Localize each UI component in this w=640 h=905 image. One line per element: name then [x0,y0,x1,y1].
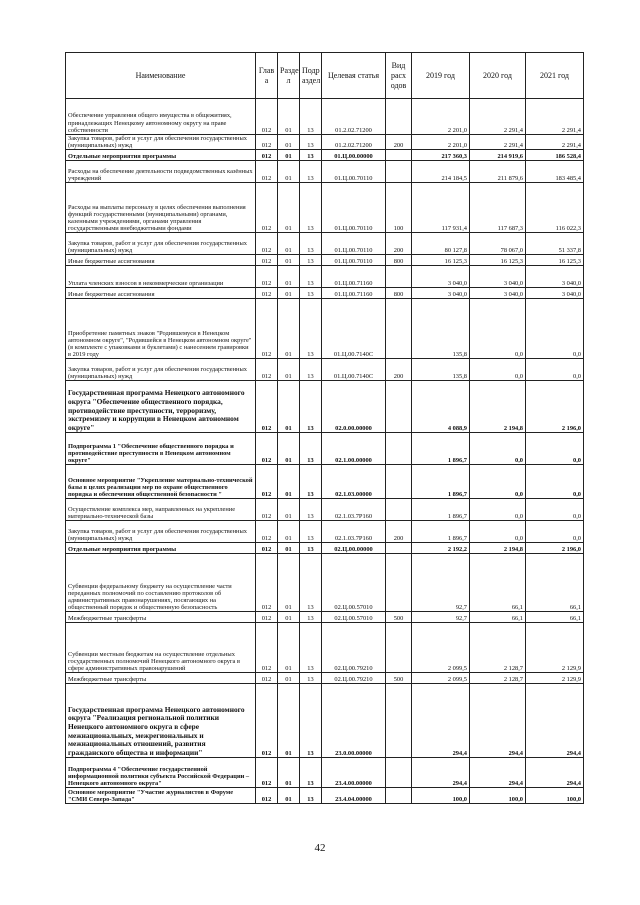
row-2020: 117 687,3 [470,183,526,233]
row-razdel: 01 [278,623,300,673]
row-name: Государственная программа Ненецкого автономного округа "Обеспечение общественного порядка, противодействие преступности, терроризму, экстремизму и коррупции в Ненецком автономном округе" [66,381,256,433]
row-glava: 012 [256,684,278,758]
table-row [66,612,584,623]
row-razdel: 01 [278,465,300,499]
row-target-article: 23.4.04.00000 [322,788,386,804]
row-target-article: 02.Ц.00.79210 [322,623,386,673]
row-2021: 116 022,3 [526,183,584,233]
row-target-article: 02.Ц.00.57010 [322,554,386,612]
row-2020: 66,1 [470,612,526,623]
row-2019: 100,0 [412,788,470,804]
row-podrazdel: 13 [300,554,322,612]
row-2020: 2 128,7 [470,623,526,673]
header-target-article: Целевая статья [322,53,386,99]
row-razdel: 01 [278,543,300,554]
table-row [66,161,584,183]
table-row [66,543,584,554]
row-expense-type: 100 [386,183,412,233]
row-name: Осуществление комплекса мер, направленных на укрепление материально-технической базы [66,499,256,521]
row-podrazdel: 13 [300,788,322,804]
row-razdel: 01 [278,758,300,788]
row-podrazdel: 13 [300,623,322,673]
row-glava: 012 [256,381,278,433]
row-podrazdel: 13 [300,684,322,758]
budget-table-container [65,52,583,804]
row-2019: 1 896,7 [412,521,470,543]
row-target-article: 01.Ц.00.7140С [322,359,386,381]
row-target-article: 01.Ц.00.7140С [322,299,386,359]
table-row [66,288,584,299]
row-glava: 012 [256,612,278,623]
row-2021: 294,4 [526,684,584,758]
row-name: Расходы на выплаты персоналу в целях обеспечения выполнения функций государственными (муниципальными) органами, казенными учреждениями, органами управления государственными внебюджетными фондами [66,183,256,233]
table-row [66,233,584,255]
row-2021: 0,0 [526,359,584,381]
header-glava: Глав а [256,53,278,99]
table-row [66,183,584,233]
row-name: Основное мероприятие "Участие журналистов в Форуме "СМИ Северо-Запада" [66,788,256,804]
row-2020: 2 194,8 [470,543,526,554]
row-razdel: 01 [278,554,300,612]
row-2019: 92,7 [412,554,470,612]
table-row [66,465,584,499]
row-2019: 3 040,0 [412,266,470,288]
row-2019: 214 184,5 [412,161,470,183]
row-expense-type [386,788,412,804]
row-glava: 012 [256,99,278,135]
header-name: Наименование [66,53,256,99]
row-podrazdel: 13 [300,150,322,161]
row-name: Подпрограмма 4 "Обеспечение государственной информационной политики субъекта Российской Федерации – Ненецкого автономного округа" [66,758,256,788]
budget-table [65,52,584,804]
row-name: Закупка товаров, работ и услуг для обеспечения государственных (муниципальных) нужд [66,135,256,150]
row-expense-type [386,381,412,433]
row-expense-type [386,465,412,499]
row-2020: 2 291,4 [470,99,526,135]
row-expense-type: 200 [386,135,412,150]
row-expense-type [386,161,412,183]
row-name: Уплата членских взносов в некоммерческие организации [66,266,256,288]
row-2021: 3 040,0 [526,266,584,288]
row-2020: 66,1 [470,554,526,612]
row-2021: 3 040,0 [526,288,584,299]
row-2020: 2 128,7 [470,673,526,684]
row-target-article: 01.Ц.00.71160 [322,266,386,288]
row-podrazdel: 13 [300,135,322,150]
row-expense-type: 800 [386,288,412,299]
row-2019: 2 201,0 [412,99,470,135]
row-2021: 51 337,8 [526,233,584,255]
row-target-article: 02.Ц.00.00000 [322,543,386,554]
row-razdel: 01 [278,233,300,255]
row-2019: 3 040,0 [412,288,470,299]
row-2021: 2 129,9 [526,673,584,684]
row-razdel: 01 [278,288,300,299]
row-target-article: 01.2.02.71200 [322,135,386,150]
row-target-article: 23.0.00.00000 [322,684,386,758]
row-name: Обеспечение управления общего имущества в общежитиях, принадлежащих Ненецкому автономному округу на праве собственности [66,99,256,135]
row-2020: 0,0 [470,521,526,543]
row-glava: 012 [256,183,278,233]
row-glava: 012 [256,150,278,161]
row-glava: 012 [256,554,278,612]
row-2021: 2 129,9 [526,623,584,673]
row-glava: 012 [256,161,278,183]
row-2021: 66,1 [526,612,584,623]
row-2020: 2 291,4 [470,135,526,150]
row-2021: 2 291,4 [526,99,584,135]
row-glava: 012 [256,299,278,359]
row-2020: 0,0 [470,359,526,381]
row-glava: 012 [256,758,278,788]
table-row [66,150,584,161]
table-row [66,135,584,150]
row-2019: 4 088,9 [412,381,470,433]
row-2020: 0,0 [470,433,526,465]
row-glava: 012 [256,135,278,150]
row-target-article: 02.0.00.00000 [322,381,386,433]
row-glava: 012 [256,623,278,673]
row-2019: 217 360,3 [412,150,470,161]
row-target-article: 01.Ц.00.70110 [322,233,386,255]
row-2021: 0,0 [526,299,584,359]
row-expense-type [386,266,412,288]
row-target-article: 02.1.03.00000 [322,465,386,499]
row-2019: 294,4 [412,758,470,788]
row-name: Межбюджетные трансферты [66,612,256,623]
row-target-article: 01.Ц.00.71160 [322,288,386,299]
row-2021: 0,0 [526,465,584,499]
table-row [66,673,584,684]
row-expense-type [386,554,412,612]
row-expense-type [386,499,412,521]
row-target-article: 02.1.03.7Р160 [322,521,386,543]
row-glava: 012 [256,288,278,299]
row-expense-type: 200 [386,233,412,255]
row-expense-type: 200 [386,359,412,381]
row-2020: 3 040,0 [470,288,526,299]
row-2021: 0,0 [526,433,584,465]
row-expense-type [386,623,412,673]
row-2019: 117 931,4 [412,183,470,233]
row-2019: 294,4 [412,684,470,758]
row-podrazdel: 13 [300,233,322,255]
row-expense-type [386,543,412,554]
row-expense-type [386,99,412,135]
row-name: Закупка товаров, работ и услуг для обеспечения государственных (муниципальных) нужд [66,359,256,381]
row-2020: 0,0 [470,299,526,359]
row-2019: 135,8 [412,299,470,359]
row-glava: 012 [256,233,278,255]
header-2020: 2020 год [470,53,526,99]
row-2020: 3 040,0 [470,266,526,288]
table-row [66,521,584,543]
row-2019: 135,8 [412,359,470,381]
row-2020: 211 879,6 [470,161,526,183]
row-podrazdel: 13 [300,99,322,135]
row-2019: 1 896,7 [412,465,470,499]
row-2021: 2 291,4 [526,135,584,150]
row-glava: 012 [256,521,278,543]
table-row [66,266,584,288]
row-name: Отдельные мероприятия программы [66,150,256,161]
row-2021: 294,4 [526,758,584,788]
row-glava: 012 [256,359,278,381]
row-podrazdel: 13 [300,465,322,499]
row-2021: 183 485,4 [526,161,584,183]
row-expense-type [386,433,412,465]
row-podrazdel: 13 [300,183,322,233]
row-2021: 66,1 [526,554,584,612]
row-razdel: 01 [278,521,300,543]
row-2019: 16 125,3 [412,255,470,266]
row-name: Закупка товаров, работ и услуг для обеспечения государственных (муниципальных) нужд [66,521,256,543]
row-podrazdel: 13 [300,521,322,543]
row-razdel: 01 [278,673,300,684]
row-razdel: 01 [278,299,300,359]
row-glava: 012 [256,499,278,521]
row-podrazdel: 13 [300,433,322,465]
row-target-article: 01.Ц.00.70110 [322,183,386,233]
row-name: Межбюджетные трансферты [66,673,256,684]
row-podrazdel: 13 [300,543,322,554]
row-podrazdel: 13 [300,758,322,788]
table-row [66,758,584,788]
table-row [66,788,584,804]
table-row [66,299,584,359]
row-target-article: 02.1.00.00000 [322,433,386,465]
table-header-row [66,53,584,99]
row-expense-type: 800 [386,255,412,266]
table-row [66,554,584,612]
table-row [66,99,584,135]
row-expense-type [386,684,412,758]
row-target-article: 23.4.00.00000 [322,758,386,788]
row-2020: 2 194,8 [470,381,526,433]
row-podrazdel: 13 [300,288,322,299]
row-2020: 78 067,0 [470,233,526,255]
row-podrazdel: 13 [300,266,322,288]
row-razdel: 01 [278,255,300,266]
table-row [66,499,584,521]
row-expense-type [386,299,412,359]
header-podrazdel: Подр аздел [300,53,322,99]
row-glava: 012 [256,465,278,499]
row-2021: 16 125,3 [526,255,584,266]
row-target-article: 01.2.02.71200 [322,99,386,135]
row-podrazdel: 13 [300,673,322,684]
row-name: Иные бюджетные ассигнования [66,288,256,299]
row-razdel: 01 [278,612,300,623]
header-2019: 2019 год [412,53,470,99]
row-2021: 2 196,0 [526,543,584,554]
row-razdel: 01 [278,266,300,288]
row-2021: 186 528,4 [526,150,584,161]
row-podrazdel: 13 [300,299,322,359]
row-expense-type: 200 [386,521,412,543]
row-name: Расходы на обеспечение деятельности подведомственных казённых учреждений [66,161,256,183]
row-razdel: 01 [278,499,300,521]
table-row [66,255,584,266]
row-glava: 012 [256,266,278,288]
row-name: Государственная программа Ненецкого автономного округа "Реализация региональной политики Ненецкого автономного округа в сфере межнациональных, межрегиональных и межнациональных отношений, развития гражданского общества и информации" [66,684,256,758]
row-podrazdel: 13 [300,499,322,521]
row-podrazdel: 13 [300,612,322,623]
row-name: Приобретение памятных знаков "Родившемуся в Ненецком автономном округе", "Родившейся в Ненецком автономном округе" (в комплекте с упаковками и буклетами) с нанесением гравировки в 2019 году [66,299,256,359]
row-expense-type [386,758,412,788]
header-2021: 2021 год [526,53,584,99]
row-name: Основное мероприятие "Укрепление материально-технической базы в целях реализации мер по охране общественного порядка и обеспечения общественной безопасности " [66,465,256,499]
table-row [66,433,584,465]
row-podrazdel: 13 [300,161,322,183]
row-name: Отдельные мероприятия программы [66,543,256,554]
table-row [66,684,584,758]
row-target-article: 02.Ц.00.57010 [322,612,386,623]
table-row [66,381,584,433]
row-name: Подпрограмма 1 "Обеспечение общественного порядка и противодействие преступности в Ненецком автономном округе" [66,433,256,465]
row-expense-type [386,150,412,161]
row-2019: 2 192,2 [412,543,470,554]
row-razdel: 01 [278,161,300,183]
header-expense-type: Вид расх одов [386,53,412,99]
row-target-article: 01.Ц.00.00000 [322,150,386,161]
table-row [66,359,584,381]
row-target-article: 02.1.03.7Р160 [322,499,386,521]
row-expense-type: 500 [386,612,412,623]
row-2019: 2 099,5 [412,673,470,684]
row-glava: 012 [256,788,278,804]
row-2020: 294,4 [470,684,526,758]
row-razdel: 01 [278,381,300,433]
row-target-article: 01.Ц.00.70110 [322,161,386,183]
row-glava: 012 [256,433,278,465]
row-2019: 2 201,0 [412,135,470,150]
row-razdel: 01 [278,183,300,233]
row-razdel: 01 [278,433,300,465]
row-name: Субвенции местным бюджетам на осуществление отдельных государственных полномочий Ненецкого автономного округа в сфере административных правонарушений [66,623,256,673]
row-2020: 0,0 [470,465,526,499]
row-2021: 2 196,0 [526,381,584,433]
row-2019: 2 099,5 [412,623,470,673]
row-2019: 92,7 [412,612,470,623]
row-2020: 100,0 [470,788,526,804]
row-name: Иные бюджетные ассигнования [66,255,256,266]
row-2019: 80 127,8 [412,233,470,255]
row-2020: 0,0 [470,499,526,521]
row-expense-type: 500 [386,673,412,684]
table-body [66,99,584,804]
row-razdel: 01 [278,684,300,758]
row-razdel: 01 [278,359,300,381]
row-glava: 012 [256,543,278,554]
row-razdel: 01 [278,788,300,804]
row-podrazdel: 13 [300,359,322,381]
row-glava: 012 [256,673,278,684]
row-2019: 1 896,7 [412,499,470,521]
row-2020: 16 125,3 [470,255,526,266]
row-2021: 0,0 [526,499,584,521]
row-razdel: 01 [278,135,300,150]
row-target-article: 02.Ц.00.79210 [322,673,386,684]
row-2020: 294,4 [470,758,526,788]
row-podrazdel: 13 [300,255,322,266]
row-podrazdel: 13 [300,381,322,433]
row-2019: 1 896,7 [412,433,470,465]
row-razdel: 01 [278,150,300,161]
row-razdel: 01 [278,99,300,135]
row-name: Закупка товаров, работ и услуг для обеспечения государственных (муниципальных) нужд [66,233,256,255]
table-row [66,623,584,673]
row-2021: 0,0 [526,521,584,543]
header-razdel: Разде л [278,53,300,99]
row-name: Субвенции федеральному бюджету на осуществление части переданных полномочий по составлению протоколов об административных правонарушениях, посягающих на общественный порядок и общественную безопасность [66,554,256,612]
page-number: 42 [314,842,326,854]
row-2021: 100,0 [526,788,584,804]
row-glava: 012 [256,255,278,266]
row-target-article: 01.Ц.00.70110 [322,255,386,266]
row-2020: 214 919,6 [470,150,526,161]
